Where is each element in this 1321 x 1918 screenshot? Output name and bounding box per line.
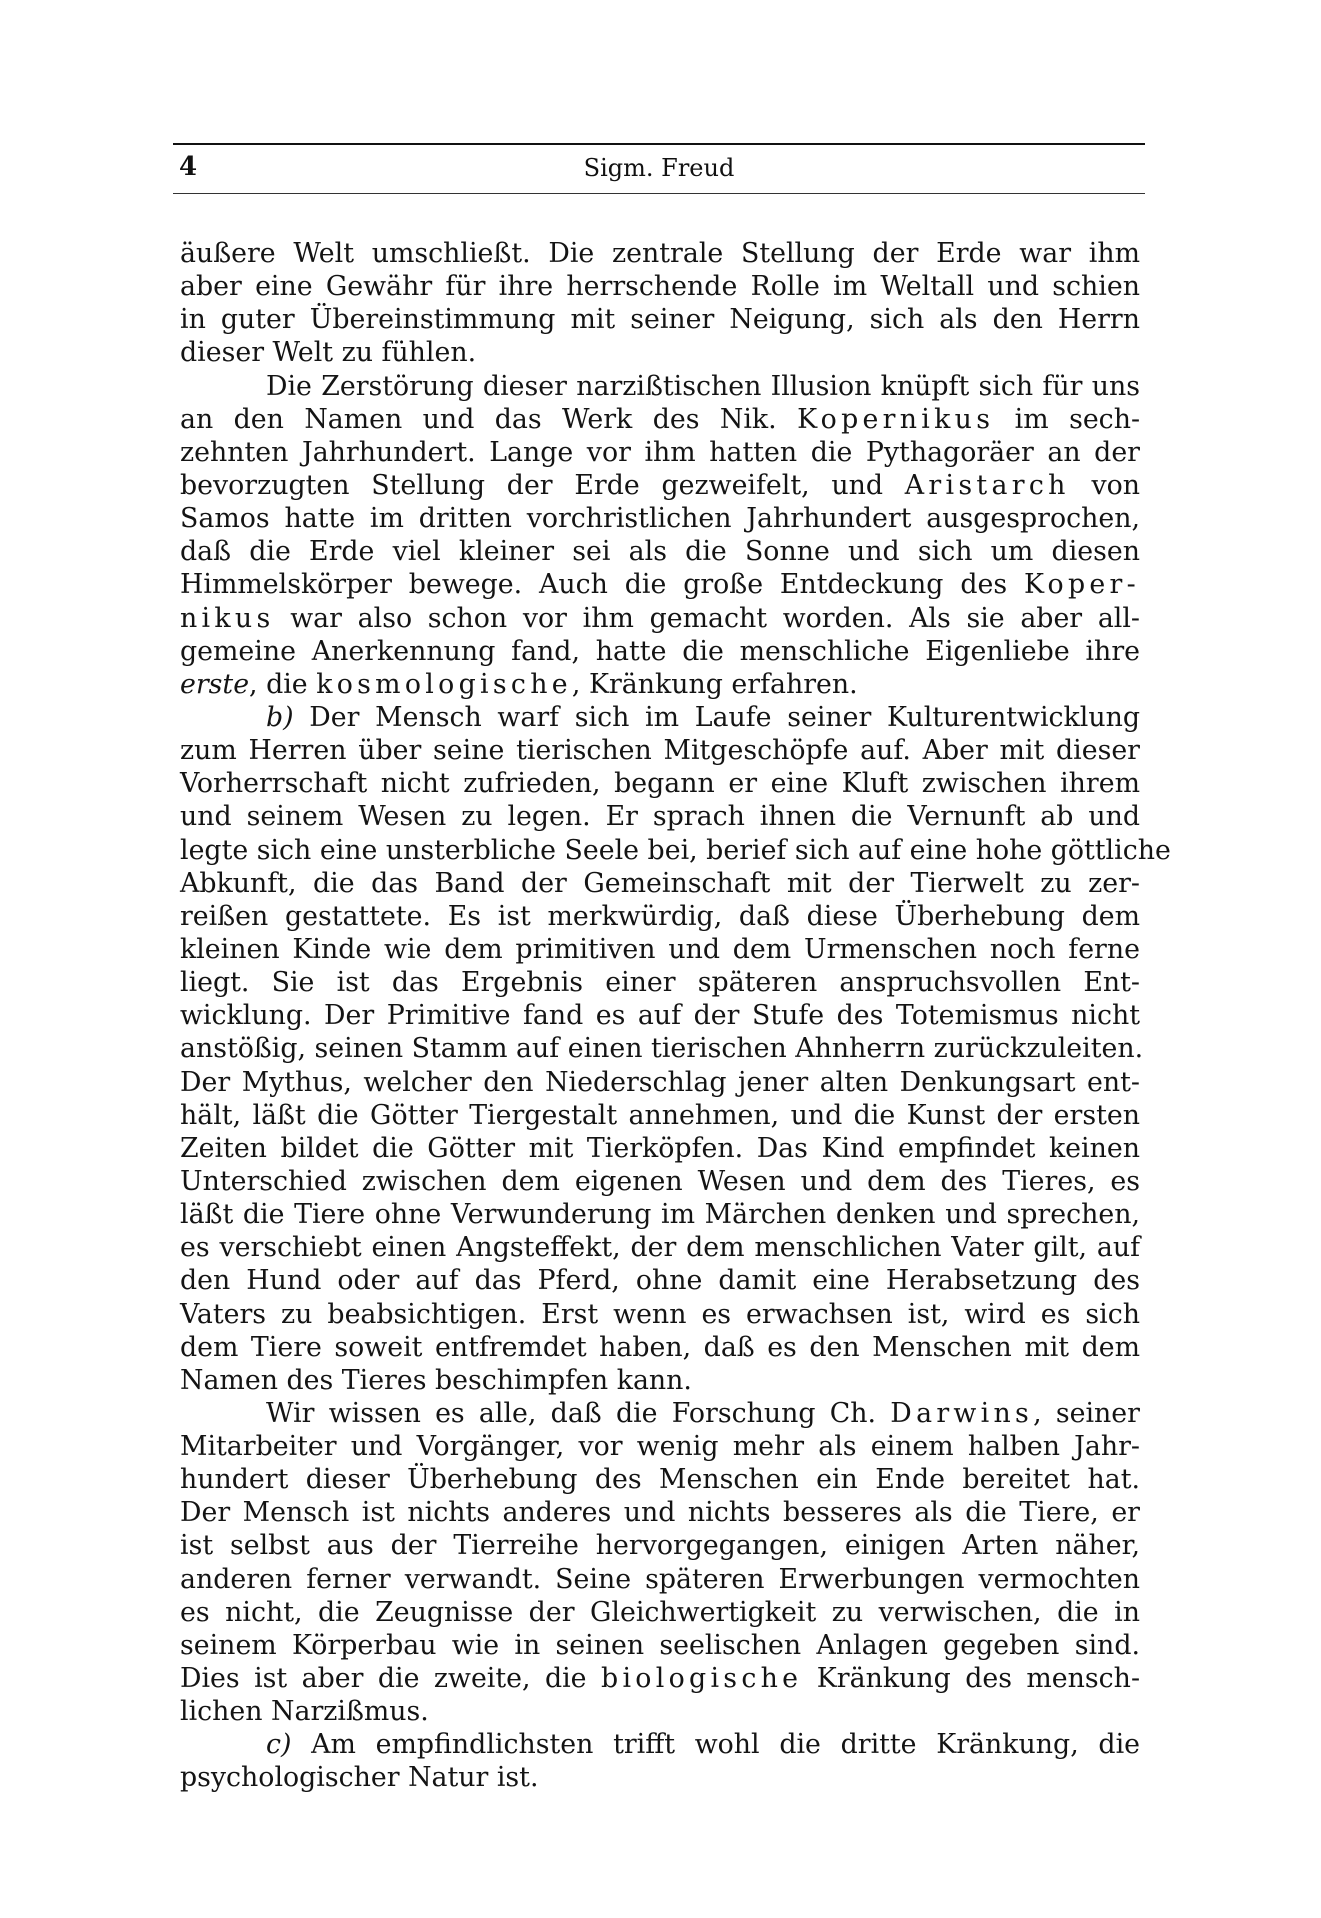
text-segment: Kränkung des mensch- [802, 1663, 1140, 1695]
text-segment: Der Mensch ist nichts anderes und nichts besseres als die Tiere, er [180, 1497, 1140, 1529]
text-segment: ist selbst aus der Tierreihe hervorgegangen, einigen Arten näher, [180, 1530, 1140, 1562]
text-line [180, 1099, 1140, 1132]
text-segment: bevorzugten Stellung der Erde gezweifelt, und [180, 469, 905, 501]
text-segment: es verschiebt einen Angsteffekt, der dem menschlichen Vater gilt, auf [180, 1232, 1140, 1264]
text-line [180, 469, 1140, 502]
spaced-name: biologische [601, 1663, 803, 1695]
text-segment: , Kränkung erfahren. [571, 668, 858, 700]
text-line [180, 1761, 1140, 1794]
text-line [180, 635, 1140, 668]
text-line [180, 1298, 1140, 1331]
text-line [180, 900, 1140, 933]
text-segment: Wir wissen es alle, daß die Forschung Ch. [266, 1397, 891, 1429]
text-line [180, 834, 1171, 867]
text-line [180, 270, 1140, 303]
spaced-name: kosmologische [316, 668, 572, 700]
text-segment: es nicht, die Zeugnisse der Gleichwertigkeit zu verwischen, die in [180, 1596, 1140, 1628]
text-segment: anderen ferner verwandt. Seine späteren Erwerbungen vermochten [180, 1563, 1140, 1595]
text-line [180, 1430, 1140, 1463]
spaced-name: Koper- [1023, 569, 1140, 601]
text-line [180, 966, 1140, 999]
text-segment: wicklung. Der Primitive fand es auf der Stufe des Totemismus nicht [180, 1000, 1140, 1032]
text-segment: kleinen Kinde wie dem primitiven und dem Urmenschen noch ferne [180, 933, 1140, 965]
text-segment: Der Mensch warf sich im Laufe seiner Kulturentwicklung [293, 701, 1140, 733]
text-segment: im sech- [994, 403, 1141, 435]
text-line [180, 1728, 1140, 1761]
spaced-name: Kopernikus [797, 403, 995, 435]
text-segment: aber eine Gewähr für ihre herrschende Rolle im Weltall und schien [180, 271, 1140, 303]
text-line [180, 370, 1140, 403]
text-line [180, 1695, 1140, 1728]
text-line [180, 1132, 1140, 1165]
text-segment: Samos hatte im dritten vorchristlichen Jahrhundert ausgesprochen, [180, 503, 1140, 535]
text-line [180, 999, 1140, 1032]
text-line [180, 1066, 1140, 1099]
text-segment: von [1069, 469, 1140, 501]
text-segment: psychologischer Natur ist. [180, 1762, 539, 1794]
text-line [180, 568, 1140, 601]
text-line [180, 237, 1140, 270]
running-header [173, 152, 1145, 186]
text-line [180, 535, 1140, 568]
text-line [180, 701, 1140, 734]
text-segment: hält, läßt die Götter Tiergestalt annehmen, und die Kunst der ersten [180, 1099, 1140, 1131]
text-segment: hundert dieser Überhebung des Menschen ein Ende bereitet hat. [180, 1464, 1140, 1496]
text-line [180, 1596, 1140, 1629]
text-segment: Die Zerstörung dieser narzißtischen Illusion knüpft sich für uns [266, 370, 1140, 402]
spaced-name: Aristarch [904, 469, 1070, 501]
text-line [180, 436, 1140, 469]
italic-text: c) [266, 1729, 292, 1761]
text-segment: dieser Welt zu fühlen. [180, 337, 477, 369]
text-segment: Mitarbeiter und Vorgänger, vor wenig mehr als einem halben Jahr- [180, 1431, 1140, 1463]
text-segment: den Hund oder auf das Pferd, ohne damit eine Herabsetzung des [180, 1265, 1140, 1297]
text-segment: Namen des Tieres beschimpfen kann. [180, 1364, 692, 1396]
text-line [180, 668, 1140, 701]
text-line [180, 867, 1140, 900]
text-segment: Am empfindlichsten trifft wohl die dritte Kränkung, die [291, 1729, 1140, 1761]
text-line [180, 1529, 1140, 1562]
text-segment: Himmelskörper bewege. Auch die große Entdeckung des [180, 569, 1024, 601]
text-segment: Unterschied zwischen dem eigenen Wesen und dem des Tieres, es [180, 1165, 1140, 1197]
text-segment: läßt die Tiere ohne Verwunderung im Märchen denken und sprechen, [180, 1199, 1140, 1231]
text-line [180, 1032, 1144, 1065]
spaced-name: Darwins [890, 1397, 1034, 1429]
text-line [180, 1563, 1140, 1596]
text-segment: in guter Übereinstimmung mit seiner Neigung, sich als den Herrn [180, 304, 1140, 336]
text-line [180, 1463, 1140, 1496]
header-top-rule [173, 143, 1145, 145]
text-segment: zum Herren über seine tierischen Mitgeschöpfe auf. Aber mit dieser [180, 735, 1140, 767]
text-line [180, 303, 1140, 336]
text-segment: dem Tiere soweit entfremdet haben, daß es den Menschen mit dem [180, 1331, 1140, 1363]
spaced-name: nikus [180, 602, 275, 634]
text-line [180, 602, 1140, 635]
text-segment: zehnten Jahrhundert. Lange vor ihm hatten die Pythagoräer an der [180, 436, 1140, 468]
text-segment: Zeiten bildet die Götter mit Tierköpfen. Das Kind empfindet keinen [180, 1132, 1140, 1164]
text-line [180, 1264, 1140, 1297]
italic-text: erste [180, 668, 250, 700]
text-line [180, 1331, 1140, 1364]
text-line [180, 336, 1140, 369]
text-segment: anstößig, seinen Stamm auf einen tierischen Ahnherrn zurückzuleiten. [180, 1033, 1144, 1065]
text-segment: liegt. Sie ist das Ergebnis einer späteren anspruchsvollen Ent- [180, 967, 1140, 999]
text-line [180, 1662, 1140, 1695]
text-segment: war also schon vor ihm gemacht worden. Als sie aber all- [274, 602, 1140, 634]
text-line [180, 734, 1140, 767]
text-segment: , seiner [1033, 1397, 1140, 1429]
text-line [180, 1198, 1140, 1231]
text-segment: Der Mythus, welcher den Niederschlag jener alten Denkungsart ent- [180, 1066, 1140, 1098]
page-number: 4 [179, 152, 198, 182]
text-segment: daß die Erde viel kleiner sei als die Sonne und sich um diesen [180, 536, 1140, 568]
text-line [180, 1397, 1140, 1430]
text-segment: Vorherrschaft nicht zufrieden, begann er eine Kluft zwischen ihrem [180, 768, 1140, 800]
text-segment: , die [249, 668, 317, 700]
text-segment: Abkunft, die das Band der Gemeinschaft mit der Tierwelt zu zer- [180, 867, 1140, 899]
text-segment: an den Namen und das Werk des Nik. [180, 403, 798, 435]
text-line [180, 767, 1140, 800]
text-line [180, 933, 1140, 966]
text-line [180, 1165, 1140, 1198]
text-segment: Vaters zu beabsichtigen. Erst wenn es erwachsen ist, wird es sich [180, 1298, 1140, 1330]
text-segment: und seinem Wesen zu legen. Er sprach ihnen die Vernunft ab und [180, 801, 1140, 833]
text-segment: Dies ist aber die zweite, die [180, 1663, 601, 1695]
text-segment: lichen Narzißmus. [180, 1696, 429, 1728]
text-line [180, 403, 1140, 436]
text-segment: äußere Welt umschließt. Die zentrale Stellung der Erde war ihm [180, 238, 1140, 269]
text-line [180, 1629, 1140, 1662]
text-line [180, 502, 1140, 535]
text-line [180, 800, 1140, 833]
text-segment: gemeine Anerkennung fand, hatte die menschliche Eigenliebe ihre [180, 635, 1140, 667]
text-segment: reißen gestattete. Es ist merkwürdig, daß diese Überhebung dem [180, 900, 1140, 932]
header-bottom-rule [173, 193, 1145, 194]
text-segment: seinem Körperbau wie in seinen seelischen Anlagen gegeben sind. [180, 1629, 1140, 1661]
text-line [180, 1364, 1140, 1397]
body-text [180, 237, 1171, 1795]
text-line [180, 1231, 1140, 1264]
running-title: Sigm. Freud [583, 154, 735, 182]
italic-text: b) [266, 701, 294, 733]
text-line [180, 1496, 1140, 1529]
text-segment: legte sich eine unsterbliche Seele bei, berief sich auf eine hohe göttliche [180, 834, 1171, 866]
